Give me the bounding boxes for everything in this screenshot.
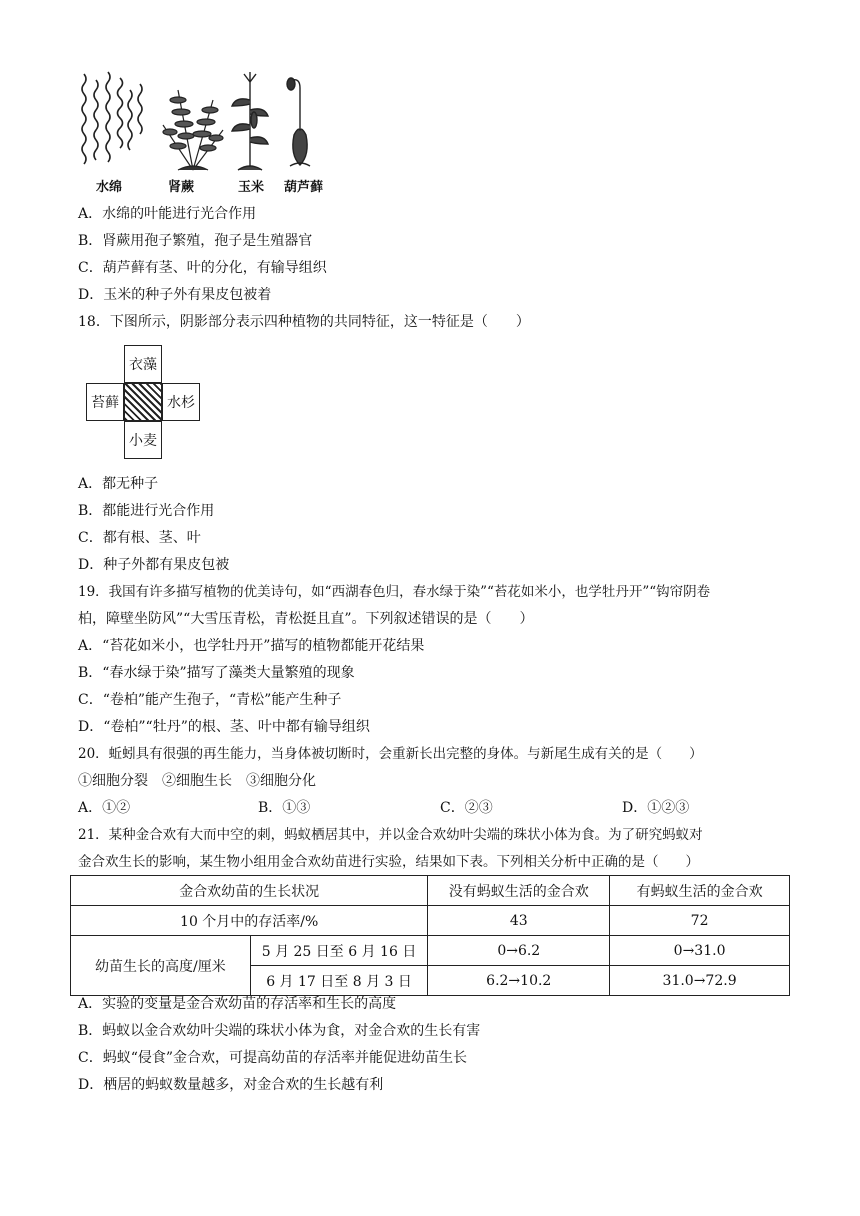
height-without: 6.2→10.2 — [428, 966, 610, 996]
q18-option-a: A．都无种子 — [78, 476, 159, 492]
table-row — [71, 936, 790, 966]
q21-option-c: C．蚂蚁“侵食”金合欢，可提高幼苗的存活率并能促进幼苗生长 — [78, 1050, 468, 1066]
fern-drawing — [163, 90, 223, 170]
corn-drawing — [232, 72, 268, 170]
q21-stem-line1: 21．某种金合欢有大而中空的刺，蚂蚁栖居其中，并以金合欢幼叶尖端的珠状小体为食。为了研究蚂蚁对 — [78, 827, 703, 843]
q20-stem: 20．蚯蚓具有很强的再生能力，当身体被切断时，会重新长出完整的身体。与新尾生成有关的是（ ） — [78, 746, 703, 762]
survival-with: 72 — [610, 906, 790, 936]
q19-option-c: C．“卷柏”能产生孢子，“青松”能产生种子 — [78, 692, 342, 708]
q18-stem: 18．下图所示，阴影部分表示四种植物的共同特征，这一特征是（ ） — [78, 314, 530, 330]
q21-option-a: A．实验的变量是金合欢幼苗的存活率和生长的高度 — [78, 996, 397, 1012]
q20-option-d: D．①②③ — [622, 800, 690, 816]
results-table — [70, 875, 790, 996]
height-period: 6 月 17 日至 8 月 3 日 — [250, 966, 428, 996]
q19-option-b: B．“春水绿于染”描写了藻类大量繁殖的现象 — [78, 665, 355, 681]
q17-option-b: B．肾蕨用孢子繁殖，孢子是生殖器官 — [78, 233, 313, 249]
q18-option-d: D．种子外都有果皮包被 — [78, 557, 230, 573]
q20-option-a: A．①② — [78, 800, 131, 816]
survival-without: 43 — [428, 906, 610, 936]
diagram-cell-top: 衣藻 — [124, 345, 162, 383]
q20-items: ①细胞分裂 ②细胞生长 ③细胞分化 — [78, 773, 316, 789]
height-with: 31.0→72.9 — [610, 966, 790, 996]
q19-stem-line1: 19．我国有许多描写植物的优美诗句，如“西湖春色归，春水绿于染”“苔花如米小，也学牡丹开”“钩帘阴卷 — [78, 584, 711, 600]
q21-option-b: B．蚂蚁以金合欢幼叶尖端的珠状小体为食，对金合欢的生长有害 — [78, 1023, 481, 1039]
plant-illustrations — [78, 70, 348, 198]
table-header-condition: 金合欢幼苗的生长状况 — [71, 876, 428, 906]
height-with: 0→31.0 — [610, 936, 790, 966]
q18-option-b: B．都能进行光合作用 — [78, 503, 215, 519]
shared-trait-diagram — [86, 345, 200, 460]
q17-option-d: D．玉米的种子外有果皮包被着 — [78, 287, 272, 303]
table-header-row — [71, 876, 790, 906]
q19-option-a: A．“苔花如米小，也学牡丹开”描写的植物都能开花结果 — [78, 638, 425, 654]
q21-option-d: D．栖居的蚂蚁数量越多，对金合欢的生长越有利 — [78, 1077, 384, 1093]
label-moss: 葫芦藓 — [284, 180, 324, 195]
label-spirogyra: 水绵 — [96, 180, 123, 195]
q19-stem-line2: 柏，障壁坐防风”“大雪压青松，青松挺且直”。下列叙述错误的是（ ） — [78, 611, 534, 627]
q17-option-c: C．葫芦藓有茎、叶的分化，有输导组织 — [78, 260, 327, 276]
q18-option-c: C．都有根、茎、叶 — [78, 530, 201, 546]
height-label: 幼苗生长的高度/厘米 — [71, 936, 251, 996]
q20-option-b: B．①③ — [258, 800, 311, 816]
diagram-cell-right: 水杉 — [162, 383, 200, 421]
table-header-with-ants: 有蚂蚁生活的金合欢 — [610, 876, 790, 906]
height-without: 0→6.2 — [428, 936, 610, 966]
diagram-cell-bottom: 小麦 — [124, 421, 162, 459]
table-header-without-ants: 没有蚂蚁生活的金合欢 — [428, 876, 610, 906]
q19-option-d: D．“卷柏”“牡丹”的根、茎、叶中都有输导组织 — [78, 719, 370, 735]
spirogyra-drawing — [82, 72, 142, 164]
q17-option-a: A．水绵的叶能进行光合作用 — [78, 206, 257, 222]
survival-label: 10 个月中的存活率/% — [71, 906, 428, 936]
moss-drawing — [287, 78, 310, 166]
label-fern: 肾蕨 — [168, 180, 195, 195]
q20-option-c: C．②③ — [440, 800, 493, 816]
diagram-cell-left: 苔藓 — [86, 383, 124, 421]
height-period: 5 月 25 日至 6 月 16 日 — [250, 936, 428, 966]
label-corn: 玉米 — [238, 180, 265, 195]
q21-stem-line2: 金合欢生长的影响，某生物小组用金合欢幼苗进行实验，结果如下表。下列相关分析中正确的是（ ） — [78, 854, 699, 870]
diagram-shaded-center — [124, 383, 162, 421]
table-row — [71, 906, 790, 936]
plant-drawings — [78, 70, 348, 175]
